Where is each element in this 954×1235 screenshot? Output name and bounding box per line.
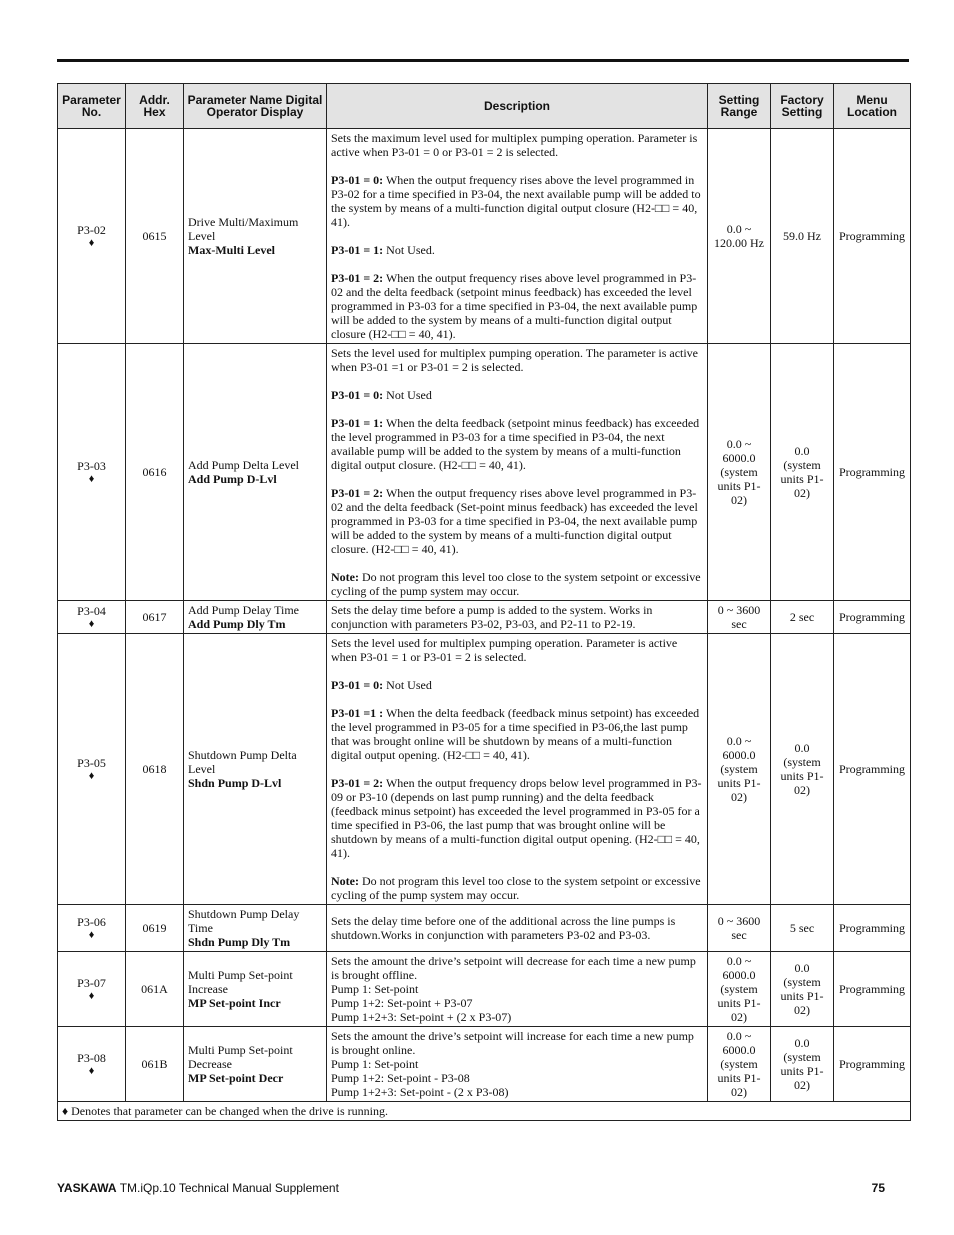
- param-name: Add Pump Delta Level: [188, 458, 299, 472]
- description-paragraph: [331, 776, 703, 860]
- header-description: Description: [327, 84, 708, 129]
- description-paragraph: [331, 570, 703, 598]
- setting-range-cell: 0 ~ 3600 sec: [708, 905, 771, 952]
- run-change-diamond-icon: ♦: [88, 989, 95, 1002]
- operator-display: MP Set-point Decr: [188, 1071, 284, 1085]
- description-paragraph: [331, 603, 703, 631]
- description-label: Note:: [331, 570, 359, 584]
- menu-location-cell: Programming: [834, 952, 911, 1027]
- factory-setting-cell: 59.0 Hz: [771, 129, 834, 344]
- description-text: Do not program this level too close to the system setpoint or excessive cycling of the pump system may occur.: [331, 874, 701, 902]
- addr-hex-cell: 0616: [126, 344, 184, 601]
- run-change-diamond-icon: ♦: [88, 617, 95, 630]
- parameter-row: [58, 634, 911, 905]
- parameter-table: [57, 83, 911, 1121]
- description-paragraph: [331, 678, 703, 692]
- run-change-diamond-icon: ♦: [88, 928, 95, 941]
- description-cell: [327, 634, 708, 905]
- page-footer: [57, 1181, 885, 1199]
- operator-display: Shdn Pump D-Lvl: [188, 776, 282, 790]
- description-paragraph: [331, 636, 703, 664]
- description-cell: [327, 1027, 708, 1102]
- factory-setting-cell: 0.0 (system units P1-02): [771, 1027, 834, 1102]
- param-number: P3-02: [77, 222, 106, 237]
- param-name: Drive Multi/Maximum Level: [188, 215, 299, 243]
- description-text: Sets the maximum level used for multiplex pumping operation. Parameter is active when P3-01 = 0 or P3-01 = 2 is selected.: [331, 131, 698, 159]
- param-number-cell: [58, 905, 126, 952]
- menu-location-cell: Programming: [834, 129, 911, 344]
- run-change-diamond-icon: ♦: [88, 236, 95, 249]
- param-name-cell: [184, 1027, 327, 1102]
- operator-display: Add Pump Dly Tm: [188, 617, 286, 631]
- description-paragraph: [331, 243, 703, 257]
- description-line: Pump 1+2+3: Set-point + (2 x P3-07): [331, 1010, 512, 1024]
- description-cell: [327, 344, 708, 601]
- description-paragraph: [331, 914, 703, 942]
- description-label: Note:: [331, 874, 359, 888]
- description-text: When the output frequency rises above level programmed in P3-02 and the delta feedback (setpoint minus feedback) has exceeded the level programmed in P3-03 for a time specified in P3-04, the next available pump will be added to the system by means of a multi-function digital output closure (H2-□□ = 40, 41).: [331, 271, 698, 341]
- param-number-cell: [58, 1027, 126, 1102]
- description-text: Sets the delay time before a pump is added to the system. Works in conjunction with parameters P3-02, P3-03, and P2-11 to P2-19.: [331, 603, 653, 631]
- menu-location-cell: Programming: [834, 1027, 911, 1102]
- footnote-row: [58, 1102, 911, 1121]
- param-number: P3-07: [77, 975, 106, 990]
- description-paragraph: [331, 388, 703, 402]
- param-name: Shutdown Pump Delta Level: [188, 748, 297, 776]
- factory-setting-cell: 0.0 (system units P1-02): [771, 344, 834, 601]
- param-number: P3-03: [77, 458, 106, 473]
- param-name-cell: [184, 129, 327, 344]
- factory-setting-cell: 5 sec: [771, 905, 834, 952]
- parameter-row: [58, 344, 911, 601]
- page-number: 75: [871, 1181, 885, 1195]
- param-name: Add Pump Delay Time: [188, 603, 300, 617]
- description-paragraph: [331, 131, 703, 159]
- param-name: Multi Pump Set-point Increase: [188, 968, 293, 996]
- param-name: Shutdown Pump Delay Time: [188, 907, 300, 935]
- setting-range-cell: 0 ~ 3600 sec: [708, 601, 771, 634]
- description-paragraph: [331, 706, 703, 762]
- description-label: P3-01 = 0:: [331, 678, 384, 692]
- param-number: P3-04: [77, 603, 106, 618]
- run-change-diamond-icon: ♦: [88, 769, 95, 782]
- menu-location-cell: Programming: [834, 905, 911, 952]
- factory-setting-cell: 2 sec: [771, 601, 834, 634]
- description-text: Sets the delay time before one of the additional across the line pumps is shutdown.Works in conjunction with parameters P3-02 and P3-03.: [331, 914, 676, 942]
- description-line: Pump 1+2: Set-point - P3-08: [331, 1071, 470, 1085]
- menu-location-cell: Programming: [834, 601, 911, 634]
- parameter-row: [58, 1027, 911, 1102]
- footnote-text: ♦ Denotes that parameter can be changed when the drive is running.: [58, 1102, 911, 1121]
- description-text: Sets the level used for multiplex pumping operation. The parameter is active when P3-01 =1 or P3-01 = 2 is selected.: [331, 346, 699, 374]
- footer-title: TM.iQp.10 Technical Manual Supplement: [119, 1181, 339, 1195]
- setting-range-cell: 0.0 ~ 6000.0 (system units P1-02): [708, 634, 771, 905]
- operator-display: Max-Multi Level: [188, 243, 275, 257]
- description-text: When the delta feedback (setpoint minus feedback) has exceeded the level programmed in P3-03 for a time specified in P3-04, the next available pump will be added to the system by means of a multi-function digital output closure. (H2-□□ = 40, 41).: [331, 416, 700, 472]
- addr-hex-cell: 061B: [126, 1027, 184, 1102]
- param-name: Multi Pump Set-point Decrease: [188, 1043, 293, 1071]
- menu-location-cell: Programming: [834, 344, 911, 601]
- setting-range-cell: 0.0 ~ 120.00 Hz: [708, 129, 771, 344]
- description-label: P3-01 = 1:: [331, 243, 384, 257]
- param-name-cell: [184, 344, 327, 601]
- description-cell: [327, 601, 708, 634]
- param-name-cell: [184, 952, 327, 1027]
- setting-range-cell: 0.0 ~ 6000.0 (system units P1-02): [708, 1027, 771, 1102]
- addr-hex-cell: 0619: [126, 905, 184, 952]
- param-number: P3-06: [77, 914, 106, 929]
- description-cell: [327, 952, 708, 1027]
- parameter-row: [58, 601, 911, 634]
- footer-brand: YASKAWA: [57, 1181, 117, 1195]
- header-factory-setting: Factory Setting: [771, 84, 834, 129]
- parameter-row: [58, 905, 911, 952]
- description-paragraph: [331, 271, 703, 341]
- description-line: Pump 1: Set-point: [331, 1057, 419, 1071]
- parameter-row: [58, 129, 911, 344]
- description-text: Do not program this level too close to the system setpoint or excessive cycling of the pump system may occur.: [331, 570, 701, 598]
- description-text: Not Used: [386, 678, 432, 692]
- factory-setting-cell: 0.0 (system units P1-02): [771, 634, 834, 905]
- addr-hex-cell: 0615: [126, 129, 184, 344]
- param-name-cell: [184, 634, 327, 905]
- header-rule: [57, 59, 909, 62]
- table-header-row: [58, 84, 911, 129]
- header-menu-location: Menu Location: [834, 84, 911, 129]
- header-param-name: Parameter Name Digital Operator Display: [184, 84, 327, 129]
- description-label: P3-01 = 1:: [331, 416, 384, 430]
- header-addr-hex: Addr. Hex: [126, 84, 184, 129]
- description-paragraph: [331, 486, 703, 556]
- description-line: Pump 1+2+3: Set-point - (2 x P3-08): [331, 1085, 509, 1099]
- operator-display: MP Set-point Incr: [188, 996, 281, 1010]
- description-text: Not Used.: [386, 243, 435, 257]
- addr-hex-cell: 0617: [126, 601, 184, 634]
- param-number-cell: [58, 601, 126, 634]
- description-label: P3-01 = 0:: [331, 173, 384, 187]
- description-paragraph: [331, 416, 703, 472]
- setting-range-cell: 0.0 ~ 6000.0 (system units P1-02): [708, 344, 771, 601]
- description-line: Pump 1+2: Set-point + P3-07: [331, 996, 473, 1010]
- addr-hex-cell: 061A: [126, 952, 184, 1027]
- param-name-cell: [184, 905, 327, 952]
- description-text: When the output frequency rises above the level programmed in P3-02 for a time specified in P3-04, the next available pump will be added to the system by means of a multi-function digital output closure (H2-□□ = 40, 41).: [331, 173, 701, 229]
- description-text: When the output frequency rises above level programmed in P3-02 and the delta feedback (Set-point minus feedback) has exceeded the level programmed in P3-03 for a time specified in P3-04, the next available pump will be added to the system by means of a multi-function digital output closure. (H2-□□ = 40, 41).: [331, 486, 698, 556]
- description-label: P3-01 = 2:: [331, 776, 384, 790]
- description-text: When the delta feedback (feedback minus setpoint) has exceeded the level programmed in P3-05 for a time specified in P3-06,the last pump that was brought online will be shutdown by means of a multi-function digital output opening. (H2-□□ = 40, 41).: [331, 706, 700, 762]
- menu-location-cell: Programming: [834, 634, 911, 905]
- description-line: Sets the amount the drive’s setpoint will decrease for each time a new pump is brought offline.: [331, 954, 696, 982]
- operator-display: Add Pump D-Lvl: [188, 472, 277, 486]
- setting-range-cell: 0.0 ~ 6000.0 (system units P1-02): [708, 952, 771, 1027]
- param-number: P3-08: [77, 1050, 106, 1065]
- factory-setting-cell: 0.0 (system units P1-02): [771, 952, 834, 1027]
- operator-display: Shdn Pump Dly Tm: [188, 935, 291, 949]
- table-body: [58, 129, 911, 1102]
- description-paragraph: [331, 874, 703, 902]
- description-text: Not Used: [386, 388, 432, 402]
- description-text: Sets the level used for multiplex pumping operation. Parameter is active when P3-01 = 1 or P3-01 = 2 is selected.: [331, 636, 678, 664]
- description-paragraph: [331, 346, 703, 374]
- param-name-cell: [184, 601, 327, 634]
- run-change-diamond-icon: ♦: [88, 1064, 95, 1077]
- description-label: P3-01 = 0:: [331, 388, 384, 402]
- param-number: P3-05: [77, 755, 106, 770]
- param-number-cell: [58, 129, 126, 344]
- header-setting-range: Setting Range: [708, 84, 771, 129]
- header-param-no: Parameter No.: [58, 84, 126, 129]
- description-cell: [327, 905, 708, 952]
- description-label: P3-01 = 2:: [331, 486, 384, 500]
- description-line: Sets the amount the drive’s setpoint will increase for each time a new pump is brought online.: [331, 1029, 694, 1057]
- run-change-diamond-icon: ♦: [88, 472, 95, 485]
- description-label: P3-01 = 2:: [331, 271, 384, 285]
- parameter-row: [58, 952, 911, 1027]
- param-number-cell: [58, 344, 126, 601]
- description-line: Pump 1: Set-point: [331, 982, 419, 996]
- description-text: When the output frequency drops below level programmed in P3-09 or P3-10 (depends on last pump running) and the delta feedback (feedback minus setpoint) has exceeded the level programmed in P3-05 for a time specified in P3-06, the last pump that was brought online will be shutdown by means of a multi-function digital output opening. (H2-□□ = 40, 41).: [331, 776, 702, 860]
- description-label: P3-01 =1 :: [331, 706, 384, 720]
- param-number-cell: [58, 952, 126, 1027]
- description-cell: [327, 129, 708, 344]
- addr-hex-cell: 0618: [126, 634, 184, 905]
- description-paragraph: [331, 173, 703, 229]
- param-number-cell: [58, 634, 126, 905]
